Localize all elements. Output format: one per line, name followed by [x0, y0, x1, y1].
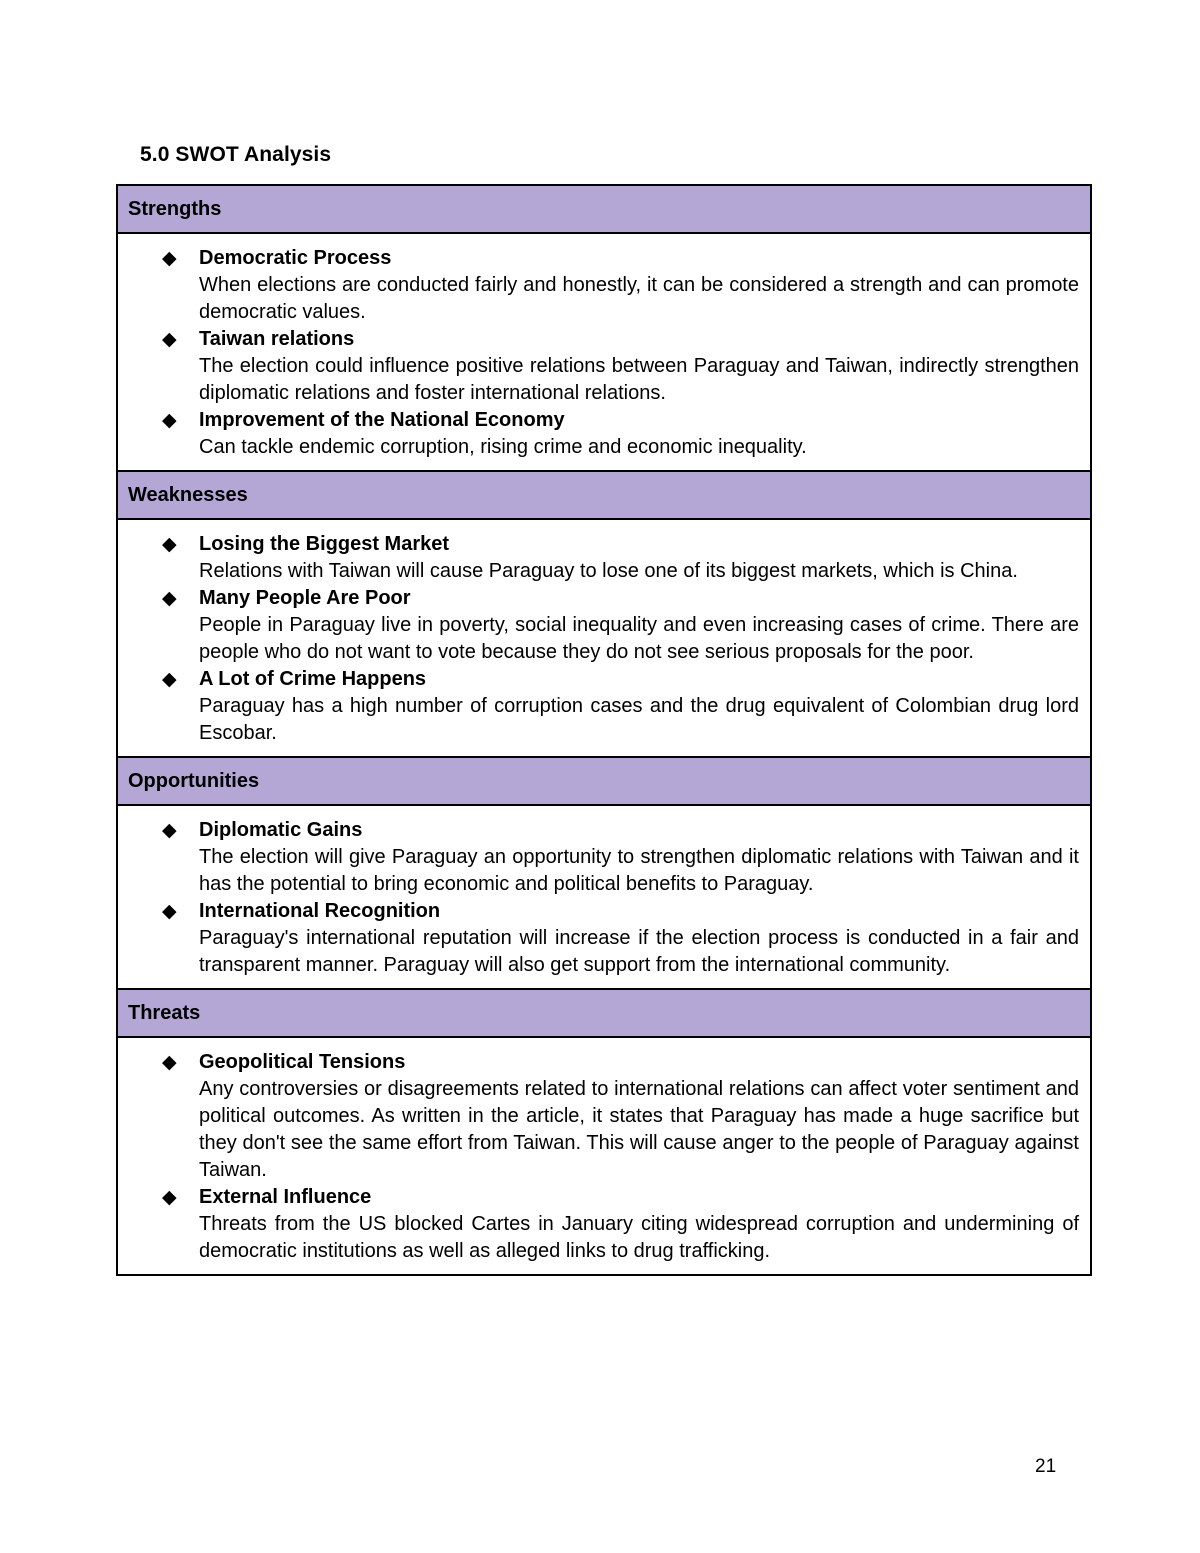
diamond-icon: ◆	[162, 588, 177, 609]
diamond-icon: ◆	[162, 901, 177, 922]
diamond-icon: ◆	[162, 1187, 177, 1208]
item-description: Threats from the US blocked Cartes in January citing widespread corruption and undermining of democratic institutions as well as alleged links to drug trafficking.	[199, 1213, 1079, 1262]
item-title: Losing the Biggest Market	[199, 533, 450, 555]
item-description: When elections are conducted fairly and honestly, it can be considered a strength and can promote democratic values.	[199, 274, 1079, 323]
list-item	[162, 666, 1079, 747]
item-title: External Influence	[199, 1186, 372, 1208]
list-item	[162, 245, 1079, 326]
section-opportunities	[118, 758, 1090, 990]
section-strengths	[118, 186, 1090, 472]
item-title: Democratic Process	[199, 247, 392, 269]
item-title: Taiwan relations	[199, 328, 355, 350]
item-description: Paraguay's international reputation will increase if the election process is conducted in a fair and transparent manner. Paraguay will also get support from the international community.	[199, 927, 1079, 976]
section-header: Opportunities	[118, 758, 1090, 806]
item-title: Geopolitical Tensions	[199, 1051, 406, 1073]
item-description: Relations with Taiwan will cause Paraguay to lose one of its biggest markets, which is China.	[199, 560, 1018, 582]
section-header: Strengths	[118, 186, 1090, 234]
section-threats	[118, 990, 1090, 1274]
section-body	[118, 520, 1090, 758]
diamond-icon: ◆	[162, 1052, 177, 1073]
section-body	[118, 806, 1090, 990]
diamond-icon: ◆	[162, 248, 177, 269]
item-description: The election could influence positive relations between Paraguay and Taiwan, indirectly strengthen diplomatic relations and foster international relations.	[199, 355, 1079, 404]
list-item	[162, 326, 1079, 407]
list-item	[162, 531, 1079, 585]
diamond-icon: ◆	[162, 820, 177, 841]
section-header: Weaknesses	[118, 472, 1090, 520]
list-item	[162, 585, 1079, 666]
diamond-icon: ◆	[162, 534, 177, 555]
item-description: The election will give Paraguay an opportunity to strengthen diplomatic relations with Taiwan and it has the potential to bring economic and political benefits to Paraguay.	[199, 846, 1079, 895]
diamond-icon: ◆	[162, 410, 177, 431]
swot-table	[116, 184, 1092, 1276]
item-title: Many People Are Poor	[199, 587, 411, 609]
item-description: Can tackle endemic corruption, rising crime and economic inequality.	[199, 436, 807, 458]
section-weaknesses	[118, 472, 1090, 758]
list-item	[162, 898, 1079, 979]
list-item	[162, 817, 1079, 898]
diamond-icon: ◆	[162, 669, 177, 690]
item-title: International Recognition	[199, 900, 441, 922]
item-title: Diplomatic Gains	[199, 819, 363, 841]
list-item	[162, 1049, 1079, 1184]
page-number: 21	[1035, 1456, 1057, 1477]
item-description: Any controversies or disagreements related to international relations can affect voter sentiment and political outcomes. As written in the article, it states that Paraguay has made a huge sacrifice but they don't see the same effort from Taiwan. This will cause anger to the people of Paraguay against Taiwan.	[199, 1078, 1079, 1181]
page-title: 5.0 SWOT Analysis	[140, 143, 332, 166]
diamond-icon: ◆	[162, 329, 177, 350]
list-item	[162, 407, 1079, 461]
item-title: A Lot of Crime Happens	[199, 668, 427, 690]
section-body	[118, 1038, 1090, 1274]
item-title: Improvement of the National Economy	[199, 409, 565, 431]
item-description: Paraguay has a high number of corruption cases and the drug equivalent of Colombian drug lord Escobar.	[199, 695, 1079, 744]
section-header: Threats	[118, 990, 1090, 1038]
item-description: People in Paraguay live in poverty, social inequality and even increasing cases of crime. There are people who do not want to vote because they do not see serious proposals for the poor.	[199, 614, 1079, 663]
section-body	[118, 234, 1090, 472]
list-item	[162, 1184, 1079, 1265]
